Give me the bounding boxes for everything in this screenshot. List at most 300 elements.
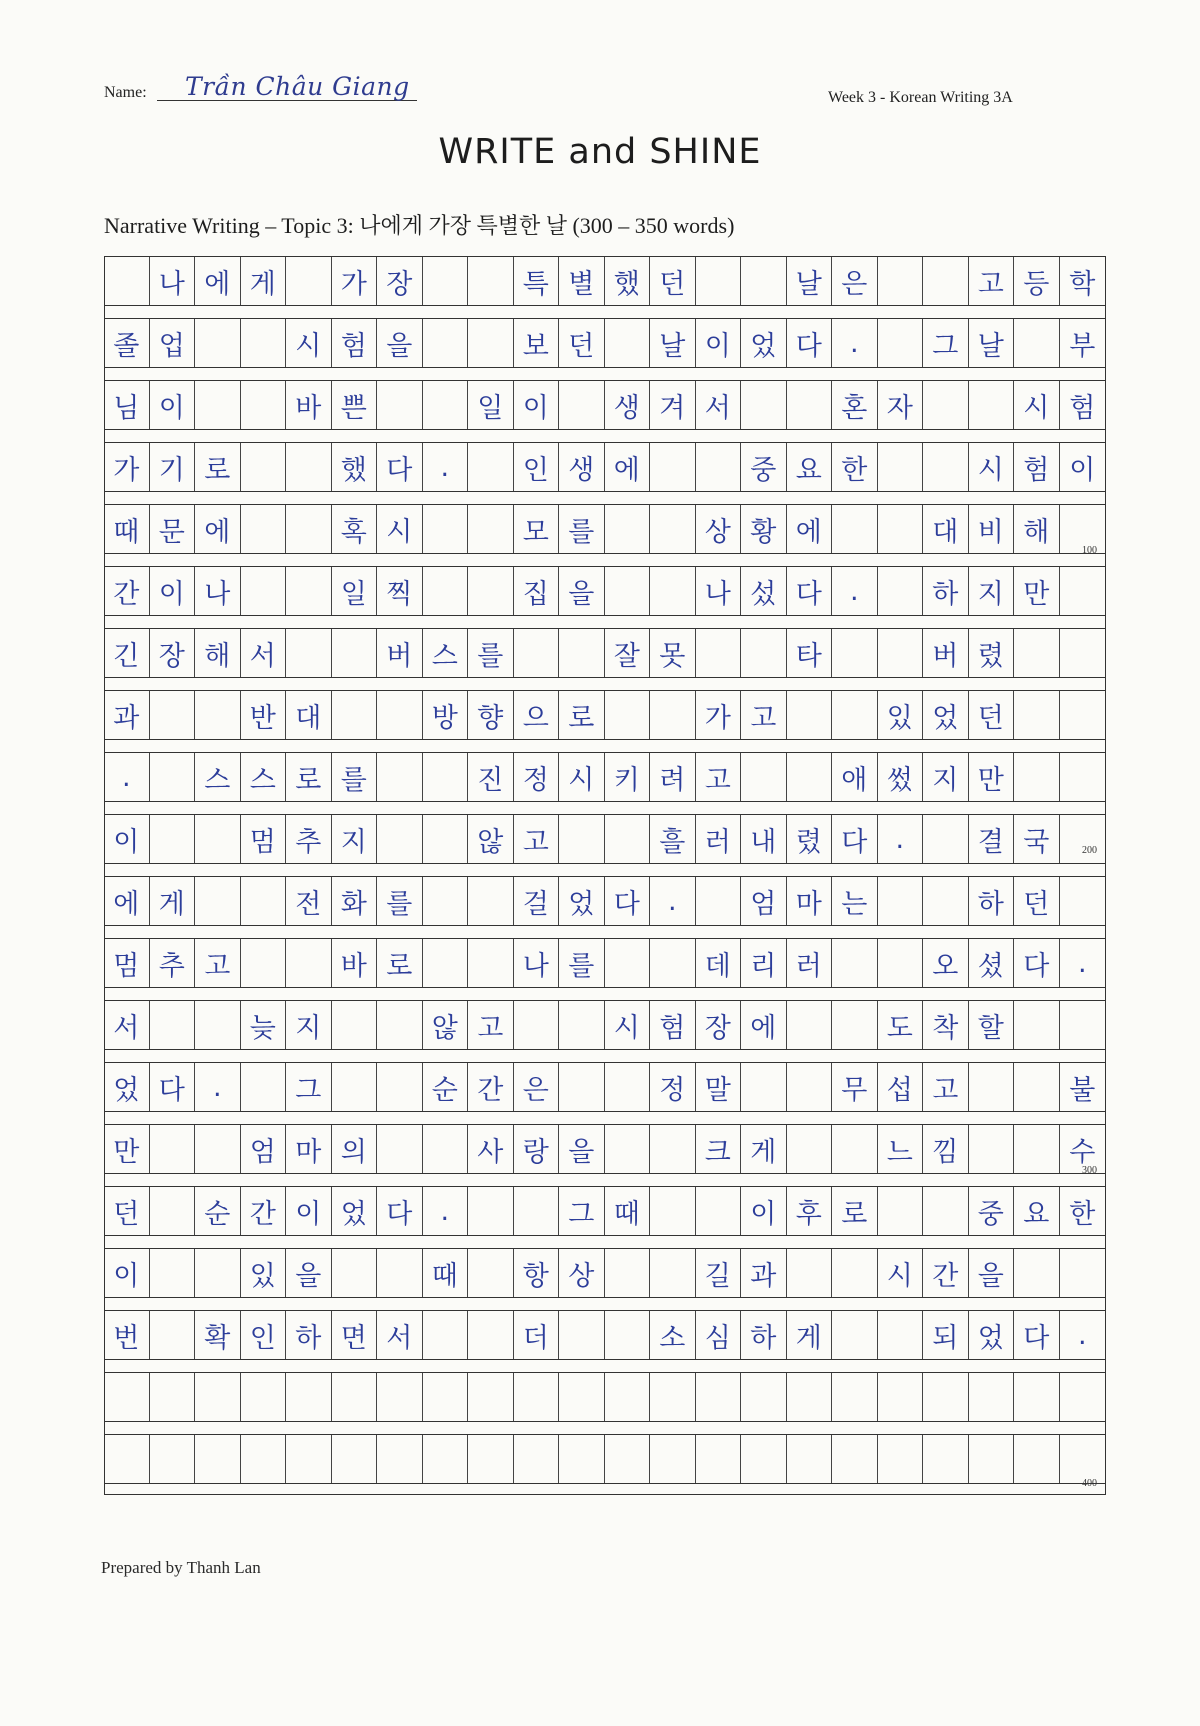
grid-cell: 고: [514, 815, 560, 863]
grid-cell: [969, 381, 1015, 429]
grid-cell: [878, 567, 924, 615]
grid-row: [104, 690, 1106, 740]
grid-cell: [377, 1373, 423, 1421]
grid-cell: 게: [241, 257, 287, 305]
grid-cell: 했: [332, 443, 378, 491]
grid-cell: [241, 505, 287, 553]
grid-row: [104, 1310, 1106, 1360]
grid-cell: [559, 815, 605, 863]
grid-cell: 를: [377, 877, 423, 925]
grid-cell: 무: [832, 1063, 878, 1111]
grid-cell: 로: [377, 939, 423, 987]
page-title: WRITE and SHINE: [438, 132, 762, 172]
grid-cell: [650, 939, 696, 987]
grid-cell: 에: [195, 257, 241, 305]
grid-cell: 바: [286, 381, 332, 429]
grid-cell: 순: [423, 1063, 469, 1111]
grid-cell: [1060, 877, 1106, 925]
grid-row: [104, 1000, 1106, 1050]
grid-cell: 자: [878, 381, 924, 429]
grid-cell: [559, 629, 605, 677]
grid-row: [104, 1124, 1106, 1174]
grid-cell: [878, 1311, 924, 1359]
grid-cell: 일: [468, 381, 514, 429]
grid-cell: 국: [1014, 815, 1060, 863]
grid-cell: [878, 1187, 924, 1235]
grid-cell: 면: [332, 1311, 378, 1359]
grid-cell: [741, 381, 787, 429]
grid-cell: 험: [650, 1001, 696, 1049]
grid-cell: [423, 319, 469, 367]
grid-cell: 버: [377, 629, 423, 677]
grid-cell: [969, 1435, 1015, 1483]
grid-cell: 소: [650, 1311, 696, 1359]
grid-cell: 심: [696, 1311, 742, 1359]
grid-row: [104, 628, 1106, 678]
grid-cell: [104, 257, 150, 305]
grid-cell: [423, 1373, 469, 1421]
grid-cell: [1014, 1373, 1060, 1421]
grid-cell: [468, 505, 514, 553]
grid-row: [104, 876, 1106, 926]
grid-cell: 요: [787, 443, 833, 491]
grid-cell: [377, 1249, 423, 1297]
grid-cell: 요: [1014, 1187, 1060, 1235]
grid-cell: 간: [241, 1187, 287, 1235]
grid-cell: [923, 381, 969, 429]
grid-cell: 인: [514, 443, 560, 491]
grid-cell: [195, 381, 241, 429]
grid-cell: [1014, 319, 1060, 367]
grid-cell: [468, 1373, 514, 1421]
grid-cell: [286, 629, 332, 677]
grid-cell: [923, 1435, 969, 1483]
grid-cell: 시: [559, 753, 605, 801]
grid-cell: [696, 877, 742, 925]
grid-cell: [559, 1001, 605, 1049]
grid-cell: 을: [377, 319, 423, 367]
grid-cell: 던: [559, 319, 605, 367]
grid-cell: [514, 629, 560, 677]
grid-cell: [878, 877, 924, 925]
grid-cell: [377, 1435, 423, 1483]
grid-cell: [241, 877, 287, 925]
grid-cell: [195, 815, 241, 863]
grid-cell: 이: [696, 319, 742, 367]
grid-cell: [559, 1063, 605, 1111]
grid-cell: [150, 1311, 196, 1359]
grid-cell: [286, 1373, 332, 1421]
grid-cell: .: [423, 1187, 469, 1235]
grid-cell: 장: [377, 257, 423, 305]
grid-cell: 가: [696, 691, 742, 739]
grid-cell: [1060, 691, 1106, 739]
grid-cell: 이: [104, 815, 150, 863]
grid-cell: 걸: [514, 877, 560, 925]
grid-cell: [286, 443, 332, 491]
grid-cell: 그: [286, 1063, 332, 1111]
grid-cell: 지: [332, 815, 378, 863]
grid-cell: [787, 1001, 833, 1049]
grid-cell: 를: [468, 629, 514, 677]
grid-cell: [286, 505, 332, 553]
grid-cell: [923, 443, 969, 491]
grid-cell: [150, 1125, 196, 1173]
grid-cell: 느: [878, 1125, 924, 1173]
grid-cell: 게: [741, 1125, 787, 1173]
grid-cell: [605, 1125, 651, 1173]
grid-cell: 셨: [969, 939, 1015, 987]
grid-cell: 후: [787, 1187, 833, 1235]
grid-cell: 던: [650, 257, 696, 305]
grid-cell: 으: [514, 691, 560, 739]
grid-cell: 시: [377, 505, 423, 553]
grid-cell: 었: [741, 319, 787, 367]
grid-cell: 황: [741, 505, 787, 553]
grid-cell: [332, 1063, 378, 1111]
grid-cell: 던: [1014, 877, 1060, 925]
grid-cell: [195, 691, 241, 739]
grid-cell: [468, 443, 514, 491]
grid-cell: 를: [559, 505, 605, 553]
grid-cell: 이: [286, 1187, 332, 1235]
grid-cell: 학: [1069, 268, 1096, 300]
grid-cell: 문: [150, 505, 196, 553]
grid-cell: 고: [969, 257, 1015, 305]
grid-cell: 을: [286, 1249, 332, 1297]
grid-cell: [650, 505, 696, 553]
grid-cell: [741, 753, 787, 801]
grid-cell: [969, 1125, 1015, 1173]
grid-cell: [741, 1373, 787, 1421]
grid-cell: 기: [150, 443, 196, 491]
grid-cell: 섭: [878, 1063, 924, 1111]
grid-cell: 혹: [332, 505, 378, 553]
grid-cell: [559, 1373, 605, 1421]
grid-cell: [150, 753, 196, 801]
grid-cell: 시: [878, 1249, 924, 1297]
grid-cell: 섰: [741, 567, 787, 615]
grid-cell: 을: [559, 1125, 605, 1173]
grid-cell: 다: [1014, 1311, 1060, 1359]
grid-cell: 던: [969, 691, 1015, 739]
grid-cell: [650, 1373, 696, 1421]
grid-cell: 착: [923, 1001, 969, 1049]
grid-cell: 대: [286, 691, 332, 739]
grid-cell: [150, 1187, 196, 1235]
grid-cell: 사: [468, 1125, 514, 1173]
grid-cell: [514, 1187, 560, 1235]
grid-cell: [468, 319, 514, 367]
grid-row: [104, 256, 1106, 306]
grid-cell: [605, 1373, 651, 1421]
grid-cell: 를: [332, 753, 378, 801]
grid-cell: [1014, 1435, 1060, 1483]
grid-cell: 도: [878, 1001, 924, 1049]
grid-cell: 순: [195, 1187, 241, 1235]
grid-cell: [787, 1063, 833, 1111]
grid-cell: [878, 257, 924, 305]
grid-cell: 크: [696, 1125, 742, 1173]
grid-cell: [832, 1249, 878, 1297]
grid-cell: 중: [969, 1187, 1015, 1235]
grid-cell: [832, 1125, 878, 1173]
grid-cell: [605, 567, 651, 615]
grid-cell: [195, 319, 241, 367]
grid-cell: [878, 629, 924, 677]
grid-cell: [423, 877, 469, 925]
grid-cell: 만: [104, 1125, 150, 1173]
grid-cell: 시: [1014, 381, 1060, 429]
grid-cell: 방: [423, 691, 469, 739]
margin-count-200: 200: [1082, 845, 1097, 856]
grid-row: [104, 814, 1106, 864]
grid-cell: 늦: [241, 1001, 287, 1049]
grid-cell: [241, 939, 287, 987]
grid-cell: 간: [468, 1063, 514, 1111]
grid-cell: 때: [104, 505, 150, 553]
grid-cell: 쁜: [332, 381, 378, 429]
grid-cell: 확: [195, 1311, 241, 1359]
grid-cell: [332, 1001, 378, 1049]
grid-cell: 렸: [969, 629, 1015, 677]
grid-cell: 로: [559, 691, 605, 739]
grid-cell: 의: [332, 1125, 378, 1173]
grid-cell: 다: [787, 319, 833, 367]
grid-cell: [650, 1125, 696, 1173]
grid-cell: 험: [332, 319, 378, 367]
grid-cell: 부: [1069, 330, 1096, 362]
grid-cell: 고: [195, 939, 241, 987]
grid-cell: 은: [832, 257, 878, 305]
grid-row: [104, 504, 1106, 554]
grid-cell: 전: [286, 877, 332, 925]
grid-cell: 과: [741, 1249, 787, 1297]
grid-cell: 하: [923, 567, 969, 615]
grid-cell: 던: [104, 1187, 150, 1235]
grid-cell: [832, 629, 878, 677]
grid-cell: 날: [787, 257, 833, 305]
grid-cell: 서: [241, 629, 287, 677]
grid-row: [104, 566, 1106, 616]
grid-cell: 다: [787, 567, 833, 615]
grid-cell: [878, 319, 924, 367]
grid-cell: 서: [104, 1001, 150, 1049]
grid-cell: 중: [741, 443, 787, 491]
grid-cell: 스: [241, 753, 287, 801]
grid-cell: 특: [514, 257, 560, 305]
grid-cell: [332, 1435, 378, 1483]
grid-cell: 고: [696, 753, 742, 801]
grid-cell: [696, 257, 742, 305]
grid-cell: [650, 1249, 696, 1297]
grid-cell: 추: [286, 815, 332, 863]
grid-cell: [787, 381, 833, 429]
grid-cell: [104, 1435, 150, 1483]
grid-cell: 해: [1014, 505, 1060, 553]
grid-cell: [423, 753, 469, 801]
grid-cell: 에: [741, 1001, 787, 1049]
grid-cell: 리: [741, 939, 787, 987]
grid-cell: 애: [832, 753, 878, 801]
grid-cell: 한: [832, 443, 878, 491]
grid-cell: [423, 567, 469, 615]
grid-cell: 다: [377, 443, 423, 491]
grid-cell: 않: [423, 1001, 469, 1049]
grid-cell: [468, 877, 514, 925]
grid-cell: 말: [696, 1063, 742, 1111]
grid-cell: [150, 1249, 196, 1297]
grid-cell: [878, 505, 924, 553]
grid-cell: .: [878, 815, 924, 863]
grid-cell: [332, 1249, 378, 1297]
grid-row: [104, 380, 1106, 430]
grid-cell: 나: [514, 939, 560, 987]
grid-cell: 었: [969, 1311, 1015, 1359]
grid-cell: 랑: [514, 1125, 560, 1173]
grid-cell: .: [832, 567, 878, 615]
grid-cell: [559, 381, 605, 429]
grid-row: [104, 1062, 1106, 1112]
grid-cell: [605, 1249, 651, 1297]
grid-cell: 대: [923, 505, 969, 553]
grid-cell: [377, 691, 423, 739]
grid-cell: [878, 939, 924, 987]
grid-cell: [195, 1435, 241, 1483]
grid-cell: [878, 1373, 924, 1421]
grid-cell: 려: [650, 753, 696, 801]
grid-cell: 엄: [741, 877, 787, 925]
grid-cell: [423, 1125, 469, 1173]
grid-cell: [741, 257, 787, 305]
grid-cell: 타: [787, 629, 833, 677]
grid-cell: 다: [605, 877, 651, 925]
grid-cell: 는: [832, 877, 878, 925]
grid-cell: [286, 939, 332, 987]
grid-cell: 않: [468, 815, 514, 863]
grid-cell: 를: [559, 939, 605, 987]
grid-cell: 그: [923, 319, 969, 367]
grid-cell: [241, 381, 287, 429]
grid-cell: [605, 1435, 651, 1483]
grid-cell: 나: [150, 257, 196, 305]
grid-cell: [195, 1001, 241, 1049]
grid-cell: [741, 629, 787, 677]
grid-cell: 결: [969, 815, 1015, 863]
grid-cell: 비: [969, 505, 1015, 553]
grid-cell: [832, 505, 878, 553]
grid-cell: [195, 877, 241, 925]
grid-cell: [696, 1435, 742, 1483]
grid-cell: [832, 1435, 878, 1483]
grid-cell: 스: [195, 753, 241, 801]
grid-cell: [241, 1373, 287, 1421]
grid-cell: 러: [696, 815, 742, 863]
grid-cell: 버: [923, 629, 969, 677]
grid-cell: 했: [605, 257, 651, 305]
grid-cell: [605, 1311, 651, 1359]
grid-cell: [878, 443, 924, 491]
grid-cell: [650, 691, 696, 739]
week-label: Week 3 - Korean Writing 3A: [828, 89, 1013, 106]
grid-cell: [514, 1001, 560, 1049]
grid-cell: 해: [195, 629, 241, 677]
grid-cell: 멈: [104, 939, 150, 987]
grid-row: [104, 442, 1106, 492]
grid-cell: [1060, 567, 1106, 615]
grid-cell: 시: [605, 1001, 651, 1049]
grid-cell: 고: [741, 691, 787, 739]
grid-cell: 흘: [650, 815, 696, 863]
grid-cell: 하: [969, 877, 1015, 925]
grid-cell: [605, 939, 651, 987]
grid-cell: 만: [1014, 567, 1060, 615]
grid-cell: 가: [332, 257, 378, 305]
grid-cell: 다: [150, 1063, 196, 1111]
grid-cell: 시: [286, 319, 332, 367]
grid-cell: 이: [104, 1249, 150, 1297]
grid-cell: 할: [969, 1001, 1015, 1049]
grid-cell: 이: [150, 381, 196, 429]
grid-cell: 을: [559, 567, 605, 615]
grid-cell: 데: [696, 939, 742, 987]
grid-cell: [832, 1373, 878, 1421]
grid-cell: 긴: [104, 629, 150, 677]
grid-cell: 때: [423, 1249, 469, 1297]
grid-cell: [150, 1435, 196, 1483]
grid-cell: 길: [696, 1249, 742, 1297]
grid-cell: [605, 319, 651, 367]
grid-cell: [1060, 1435, 1106, 1483]
grid-cell: [377, 381, 423, 429]
grid-cell: 장: [150, 629, 196, 677]
grid-cell: [1014, 1249, 1060, 1297]
grid-cell: 시: [969, 443, 1015, 491]
grid-cell: 불: [1069, 1074, 1096, 1106]
grid-row: [104, 318, 1106, 368]
grid-cell: 반: [241, 691, 287, 739]
grid-cell: [1014, 1063, 1060, 1111]
grid-cell: [878, 1435, 924, 1483]
grid-cell: .: [423, 443, 469, 491]
grid-cell: .: [650, 877, 696, 925]
grid-cell: [832, 939, 878, 987]
grid-cell: [377, 815, 423, 863]
grid-cell: [696, 629, 742, 677]
grid-cell: 가: [104, 443, 150, 491]
grid-cell: 생: [605, 381, 651, 429]
grid-cell: [377, 753, 423, 801]
grid-cell: 이: [1069, 454, 1096, 486]
grid-cell: 다: [377, 1187, 423, 1235]
grid-cell: 되: [923, 1311, 969, 1359]
grid-cell: 있: [878, 691, 924, 739]
grid-cell: 에: [104, 877, 150, 925]
margin-count-400: 400: [1082, 1478, 1097, 1489]
grid-cell: 험: [1014, 443, 1060, 491]
grid-cell: 에: [605, 443, 651, 491]
grid-cell: 렸: [787, 815, 833, 863]
grid-cell: [1014, 1125, 1060, 1173]
grid-cell: 었: [104, 1063, 150, 1111]
grid-cell: [241, 1435, 287, 1483]
grid-cell: [605, 1063, 651, 1111]
grid-cell: 이: [150, 567, 196, 615]
grid-cell: [377, 1001, 423, 1049]
grid-cell: 었: [923, 691, 969, 739]
grid-cell: [1014, 629, 1060, 677]
grid-cell: [150, 815, 196, 863]
